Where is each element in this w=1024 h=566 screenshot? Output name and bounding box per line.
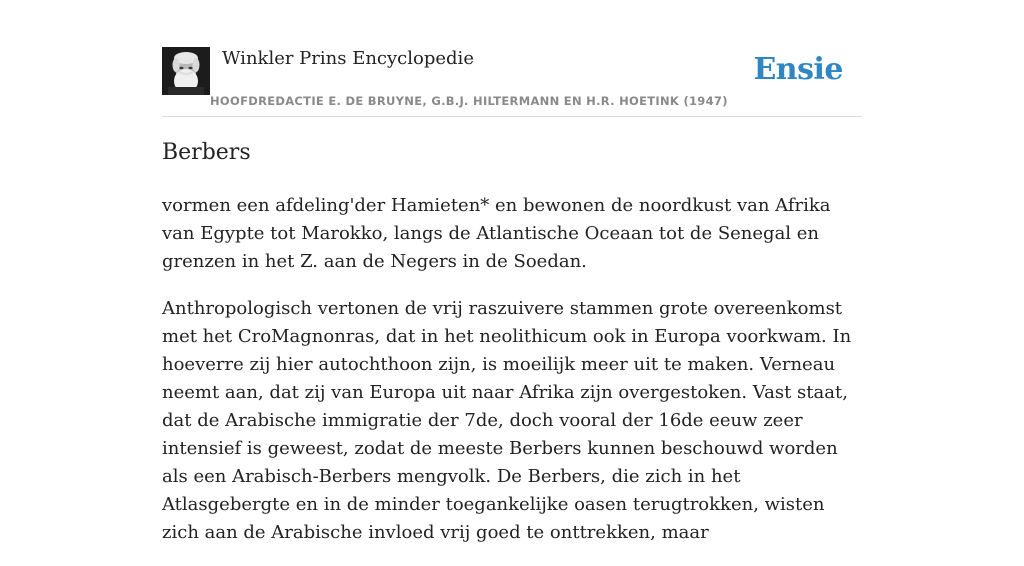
article-title: Berbers: [162, 140, 251, 165]
header: [162, 44, 862, 117]
article-paragraph-2: Anthropologisch vertonen de vrij raszuivere stammen grote overeenkomst met het CroMagnonras, dat in het neolithicum ook in Europa voorkwam. In hoeverre zij hier autochthoon zijn, is moeilijk meer uit te maken. Verneau neemt aan, dat zij van Europa uit naar Afrika zijn overgestoken. Vast staat, dat de Arabische immigratie der 7de, doch vooral der 16de eeuw zeer intensief is geweest, zodat de meeste Berbers kunnen beschouwd worden als een Arabisch-Berbers mengvolk. De Berbers, die zich in het Atlasgebergte en in de minder toegankelijke oasen terugtrokken, wisten zich aan de Arabische invloed vrij goed te onttrekken, maar: [162, 298, 852, 543]
article-body: [162, 192, 862, 566]
article-paragraph-1: vormen een afdeling'der Hamieten* en bewonen de noordkust van Afrika van Egypte tot Marokko, langs de Atlantische Oceaan tot de Senegal en grenzen in het Z. aan de Negers in de Soedan.: [162, 195, 831, 272]
avatar[interactable]: [162, 47, 210, 95]
editors-subtitle: HOOFDREDACTIE E. DE BRUYNE, G.B.J. HILTERMANN EN H.R. HOETINK (1947): [210, 94, 728, 108]
portrait-photo-icon: [162, 47, 210, 95]
ensie-logo[interactable]: Ensie: [753, 52, 843, 87]
site-title[interactable]: Winkler Prins Encyclopedie: [222, 48, 474, 69]
